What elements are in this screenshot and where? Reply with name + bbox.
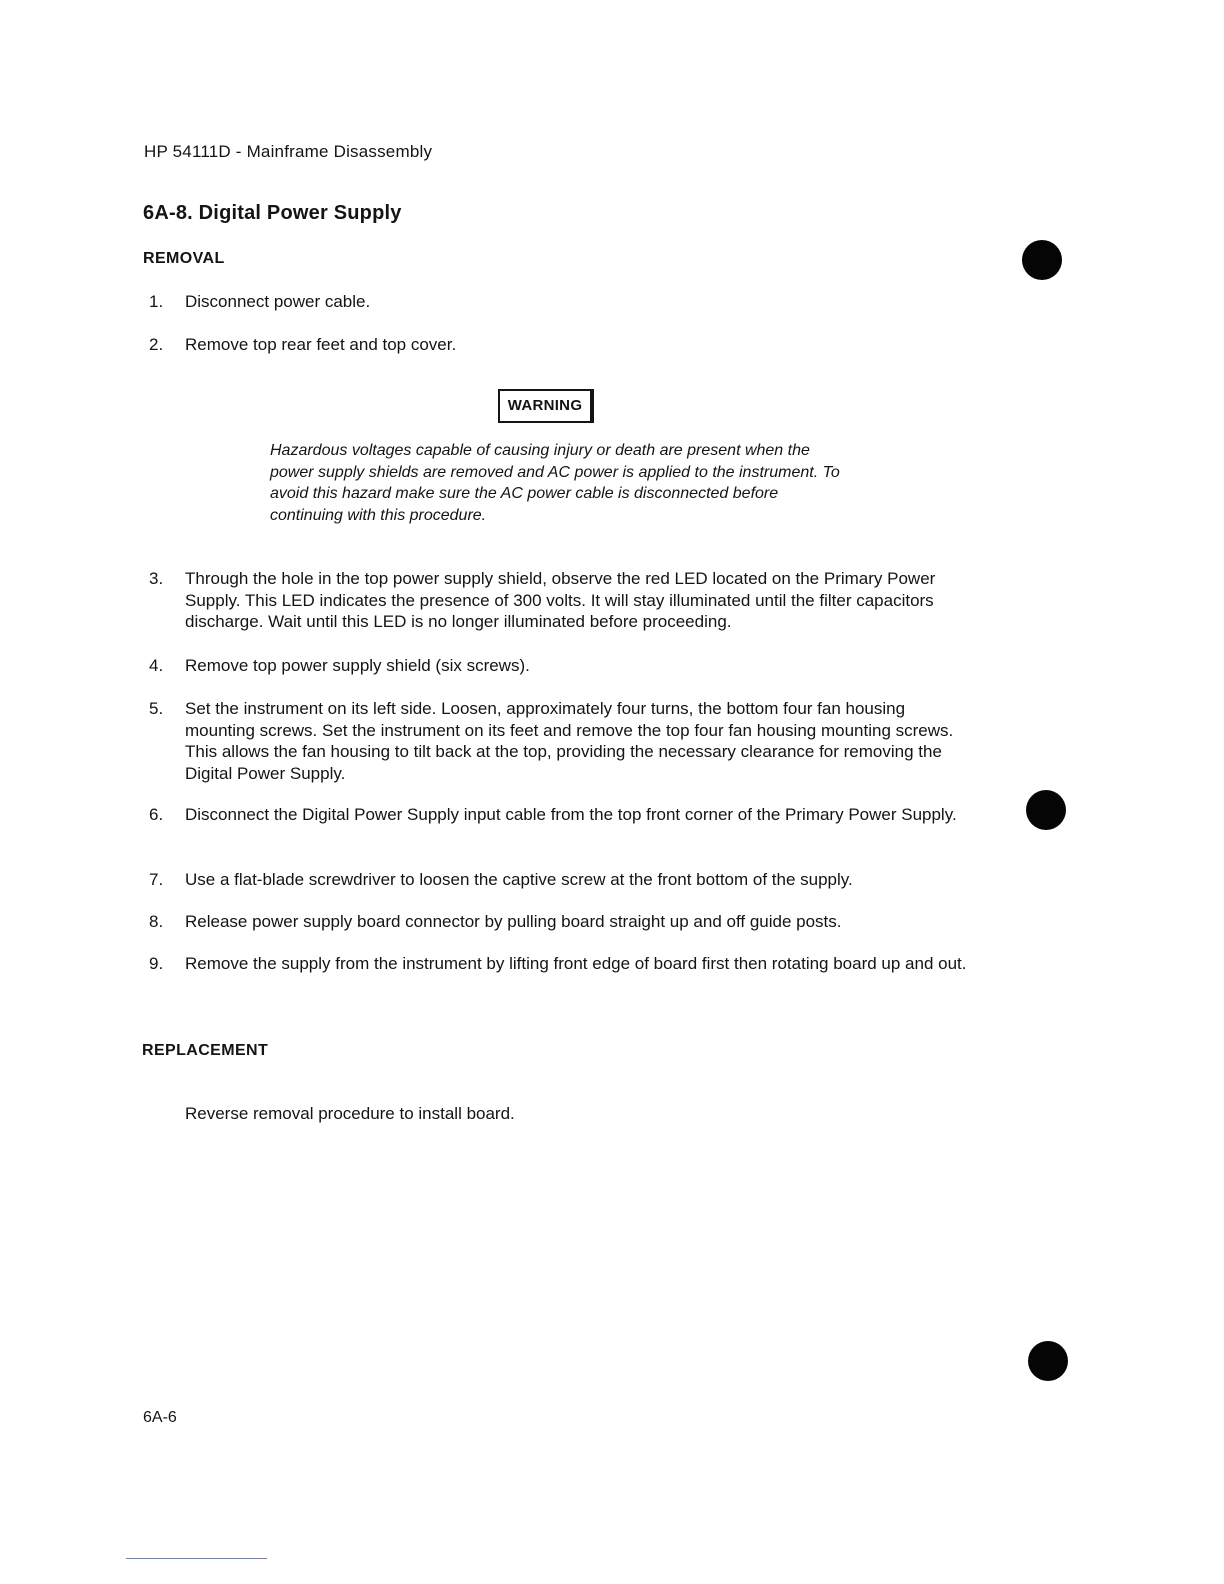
step-number: 6. xyxy=(149,805,164,824)
step-text: Release power supply board connector by pulling board straight up and off guide posts. xyxy=(185,912,842,931)
removal-step-9 xyxy=(149,953,979,975)
removal-step-5 xyxy=(149,698,979,784)
page-number: 6A-6 xyxy=(143,1409,177,1426)
step-number: 4. xyxy=(149,656,164,675)
removal-heading: REMOVAL xyxy=(143,250,225,267)
step-number: 1. xyxy=(149,292,164,311)
step-text: Set the instrument on its left side. Loosen, approximately four turns, the bottom four fan housing mounting screws. Set the instrument on its feet and remove the top four fan housing mounting screws. This allows the fan housing to tilt back at the top, providing the necessary clearance for removing the Digital Power Supply. xyxy=(185,699,954,783)
warning-text: Hazardous voltages capable of causing injury or death are present when the power supply shields are removed and AC power is applied to the instrument. To avoid this hazard make sure the AC power cable is disconnected before continuing with this procedure. xyxy=(270,442,840,525)
step-text: Through the hole in the top power supply shield, observe the red LED located on the Primary Power Supply. This LED indicates the presence of 300 volts. It will stay illuminated until the filter capacitors discharge. Wait until this LED is no longer illuminated before proceeding. xyxy=(185,569,936,631)
removal-step-4 xyxy=(149,655,979,677)
step-number: 3. xyxy=(149,569,164,588)
step-number: 9. xyxy=(149,954,164,973)
warning-label: WARNING xyxy=(498,389,594,423)
replacement-text: Reverse removal procedure to install board. xyxy=(185,1104,515,1123)
replacement-heading: REPLACEMENT xyxy=(142,1042,269,1059)
step-number: 5. xyxy=(149,699,164,718)
step-number: 7. xyxy=(149,870,164,889)
removal-step-3 xyxy=(149,568,979,633)
removal-step-7 xyxy=(149,869,979,891)
step-text: Remove top rear feet and top cover. xyxy=(185,335,457,354)
removal-step-1 xyxy=(149,291,979,313)
step-text: Use a flat-blade screwdriver to loosen the captive screw at the front bottom of the supply. xyxy=(185,870,853,889)
removal-step-6 xyxy=(149,804,979,826)
scan-edge-line xyxy=(126,1558,267,1559)
removal-step-2 xyxy=(149,334,979,356)
step-text: Remove the supply from the instrument by lifting front edge of board first then rotating board up and out. xyxy=(185,954,967,973)
binder-hole-top xyxy=(1022,240,1062,280)
binder-hole-middle xyxy=(1026,790,1066,830)
step-text: Remove top power supply shield (six screws). xyxy=(185,656,530,675)
binder-hole-bottom xyxy=(1028,1341,1068,1381)
step-number: 2. xyxy=(149,335,164,354)
removal-step-8 xyxy=(149,911,979,933)
step-text: Disconnect power cable. xyxy=(185,292,371,311)
section-title: 6A-8. Digital Power Supply xyxy=(143,202,402,224)
step-number: 8. xyxy=(149,912,164,931)
step-text: Disconnect the Digital Power Supply input cable from the top front corner of the Primary Power Supply. xyxy=(185,805,957,824)
running-header: HP 54111D - Mainframe Disassembly xyxy=(144,142,433,161)
